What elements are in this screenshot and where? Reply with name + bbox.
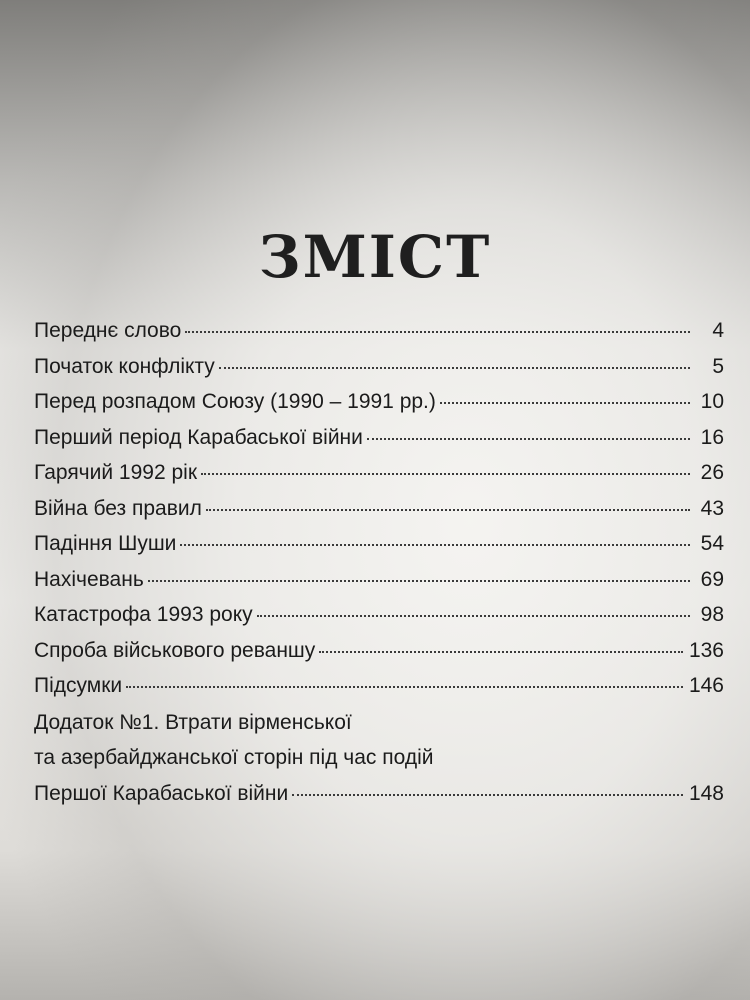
toc-entry-page: 10 xyxy=(700,390,724,413)
dot-leader xyxy=(185,329,690,333)
toc-entry-title: Перед розпадом Союзу (1990 – 1991 рр.) xyxy=(34,390,436,413)
page-title: ЗМІСТ xyxy=(258,223,492,291)
dot-leader xyxy=(180,542,690,546)
toc-entry-page: 98 xyxy=(700,603,724,626)
toc-entry-page: 43 xyxy=(700,496,724,520)
toc-entry xyxy=(34,562,724,598)
toc-entry-title: Переднє слово xyxy=(34,319,182,342)
toc-entry xyxy=(34,349,724,385)
toc-entry-page: 5 xyxy=(712,354,724,378)
dot-leader xyxy=(257,613,690,617)
toc-entry-title-line: Першої Карабаської війни xyxy=(34,781,289,805)
toc-entry-page: 146 xyxy=(688,674,724,697)
toc-entry-page: 54 xyxy=(700,532,724,555)
toc-entry-title: Гарячий 1992 рік xyxy=(34,461,198,484)
toc-entry-title-line: Додаток №1. Втрати вірменської xyxy=(34,710,352,734)
toc-entry-title: Нахічевань xyxy=(34,567,144,591)
toc-entry xyxy=(34,668,724,704)
toc-entry xyxy=(34,526,724,562)
dot-leader xyxy=(201,471,690,475)
toc-entry-page: 26 xyxy=(700,461,724,484)
toc-entry-page: 148 xyxy=(688,781,724,805)
dot-leader xyxy=(319,649,683,653)
toc-entry xyxy=(34,384,724,420)
toc-entry xyxy=(34,420,724,456)
dot-leader xyxy=(367,436,690,440)
toc-entry-page: 16 xyxy=(700,425,724,449)
dot-leader xyxy=(206,507,690,511)
toc-entry-page: 136 xyxy=(688,638,724,662)
toc-entry-title: Підсумки xyxy=(34,674,123,697)
toc-entry-title: Війна без правил xyxy=(34,496,202,520)
toc-entry-last-line xyxy=(34,776,724,812)
toc-entry xyxy=(34,597,724,633)
table-of-contents xyxy=(34,313,724,811)
toc-entry-title: Початок конфлікту xyxy=(34,354,215,378)
toc-entry-appendix xyxy=(34,705,724,812)
toc-entry-title: Спроба військового реваншу xyxy=(34,638,316,662)
toc-entry-title: Перший період Карабаської війни xyxy=(34,425,363,449)
toc-entry xyxy=(34,633,724,669)
toc-entry-title-line: та азербайджанської сторін під час подій xyxy=(34,746,434,769)
dot-leader xyxy=(219,365,690,369)
dot-leader xyxy=(440,400,690,404)
toc-entry-title: Катастрофа 1993 року xyxy=(34,603,253,626)
toc-entry xyxy=(34,455,724,491)
dot-leader xyxy=(292,792,683,796)
toc-entry-title: Падіння Шуши xyxy=(34,532,177,555)
toc-entry-page: 69 xyxy=(700,567,724,591)
dot-leader xyxy=(148,578,690,582)
toc-entry xyxy=(34,491,724,527)
toc-entry-page: 4 xyxy=(712,319,724,342)
dot-leader xyxy=(126,684,683,688)
toc-entry xyxy=(34,313,724,349)
